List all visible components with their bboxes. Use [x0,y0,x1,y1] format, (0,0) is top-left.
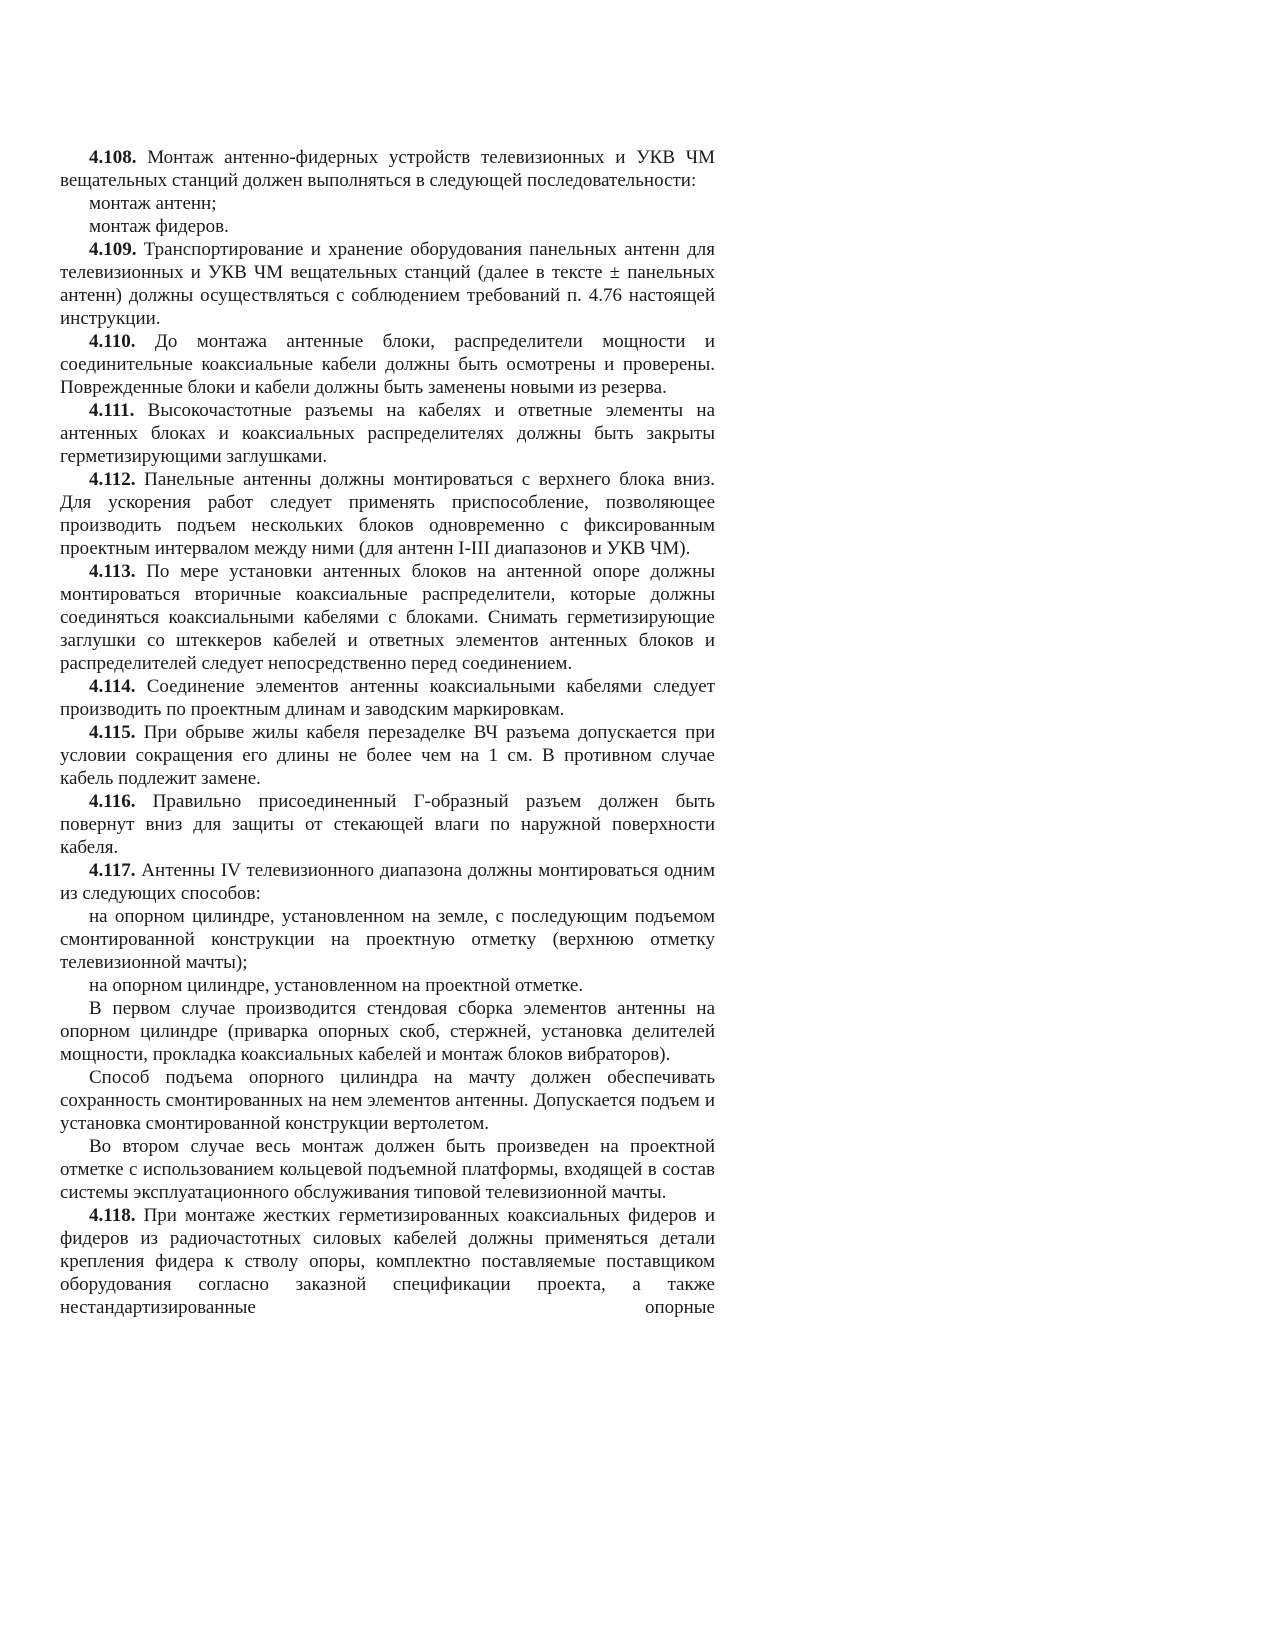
paragraph-text: Транспортирование и хранение оборудования панельных антенн для телевизионных и УКВ ЧМ вещательных станций (далее в тексте ± панельных антенн) должны осуществляться с соблюдением требований п. 4.76 настоящей инструкции. [60,239,715,329]
clause-number: 4.115. [89,722,136,743]
clause-number: 4.116. [89,791,136,812]
paragraph-text: При обрыве жилы кабеля перезаделке ВЧ разъема допускается при условии сокращения его длины не более чем на 1 см. В противном случае кабель подлежит замене. [60,722,715,789]
paragraph-text: Высокочастотные разъемы на кабелях и ответные элементы на антенных блоках и коаксиальных распределителях должны быть закрыты герметизирующими заглушками. [60,400,715,467]
paragraph-text: монтаж фидеров. [89,216,229,237]
paragraph-text: монтаж антенн; [89,193,217,214]
paragraph-text: Монтаж антенно-фидерных устройств телевизионных и УКВ ЧМ вещательных станций должен выполняться в следующей последовательности: [60,147,715,191]
paragraph-4-108 [60,146,715,192]
paragraph-text: Способ подъема опорного цилиндра на мачту должен обеспечивать сохранность смонтированных на нем элементов антенны. Допускается подъем и установка смонтированной конструкции вертолетом. [60,1067,715,1134]
paragraph-4-112 [60,468,715,560]
paragraph-text: Во втором случае весь монтаж должен быть произведен на проектной отметке с использованием кольцевой подъемной платформы, входящей в состав системы эксплуатационного обслуживания типовой телевизионной мачты. [60,1136,715,1203]
paragraph-text: на опорном цилиндре, установленном на проектной отметке. [89,975,584,996]
paragraph-4-115 [60,721,715,790]
paragraph-text: По мере установки антенных блоков на антенной опоре должны монтироваться вторичные коаксиальные распределители, которые должны соединяться коаксиальными кабелями с блоками. Снимать герметизирующие заглушки со штеккеров кабелей и ответных элементов антенных блоков и распределителей следует непосредственно перед соединением. [60,561,715,674]
list-item-ground-cylinder [60,905,715,974]
paragraph-lifting-method [60,1066,715,1135]
clause-number: 4.112. [89,469,136,490]
paragraph-text: Соединение элементов антенны коаксиальными кабелями следует производить по проектным длинам и заводским маркировкам. [60,676,715,720]
clause-number: 4.111. [89,400,135,421]
clause-number: 4.114. [89,676,136,697]
document-page [60,146,715,1319]
clause-number: 4.108. [89,147,137,168]
paragraph-text: Панельные антенны должны монтироваться с верхнего блока вниз. Для ускорения работ следует применять приспособление, позволяющее производить подъем нескольких блоков одновременно с фиксированным проектным интервалом между ними (для антенн I-III диапазонов и УКВ ЧМ). [60,469,715,559]
paragraph-text: До монтажа антенные блоки, распределители мощности и соединительные коаксиальные кабели должны быть осмотрены и проверены. Поврежденные блоки и кабели должны быть заменены новыми из резерва. [60,331,715,398]
list-item-antennas [60,192,715,215]
paragraph-4-113 [60,560,715,675]
paragraph-4-117 [60,859,715,905]
paragraph-4-116 [60,790,715,859]
paragraph-second-case [60,1135,715,1204]
paragraph-4-111 [60,399,715,468]
paragraph-text: на опорном цилиндре, установленном на земле, с последующим подъемом смонтированной конструкции на проектную отметку (верхнюю отметку телевизионной мачты); [60,906,715,973]
paragraph-text: Антенны IV телевизионного диапазона должны монтироваться одним из следующих способов: [60,860,715,904]
paragraph-text: Правильно присоединенный Г-образный разъем должен быть повернут вниз для защиты от стекающей влаги по наружной поверхности кабеля. [60,791,715,858]
paragraph-4-109 [60,238,715,330]
paragraph-4-118 [60,1204,715,1319]
clause-number: 4.118. [89,1205,136,1226]
list-item-design-mark-cylinder [60,974,715,997]
list-item-feeders [60,215,715,238]
paragraph-text: В первом случае производится стендовая сборка элементов антенны на опорном цилиндре (приварка опорных скоб, стержней, установка делителей мощности, прокладка коаксиальных кабелей и монтаж блоков вибраторов). [60,998,715,1065]
clause-number: 4.113. [89,561,136,582]
clause-number: 4.109. [89,239,137,260]
paragraph-text: При монтаже жестких герметизированных коаксиальных фидеров и фидеров из радиочастотных силовых кабелей должны применяться детали крепления фидера к стволу опоры, комплектно поставляемые поставщиком оборудования согласно заказной спецификации проекта, а также нестандартизированные опорные [60,1205,715,1318]
paragraph-first-case [60,997,715,1066]
paragraph-4-110 [60,330,715,399]
clause-number: 4.117. [89,860,136,881]
paragraph-4-114 [60,675,715,721]
clause-number: 4.110. [89,331,136,352]
